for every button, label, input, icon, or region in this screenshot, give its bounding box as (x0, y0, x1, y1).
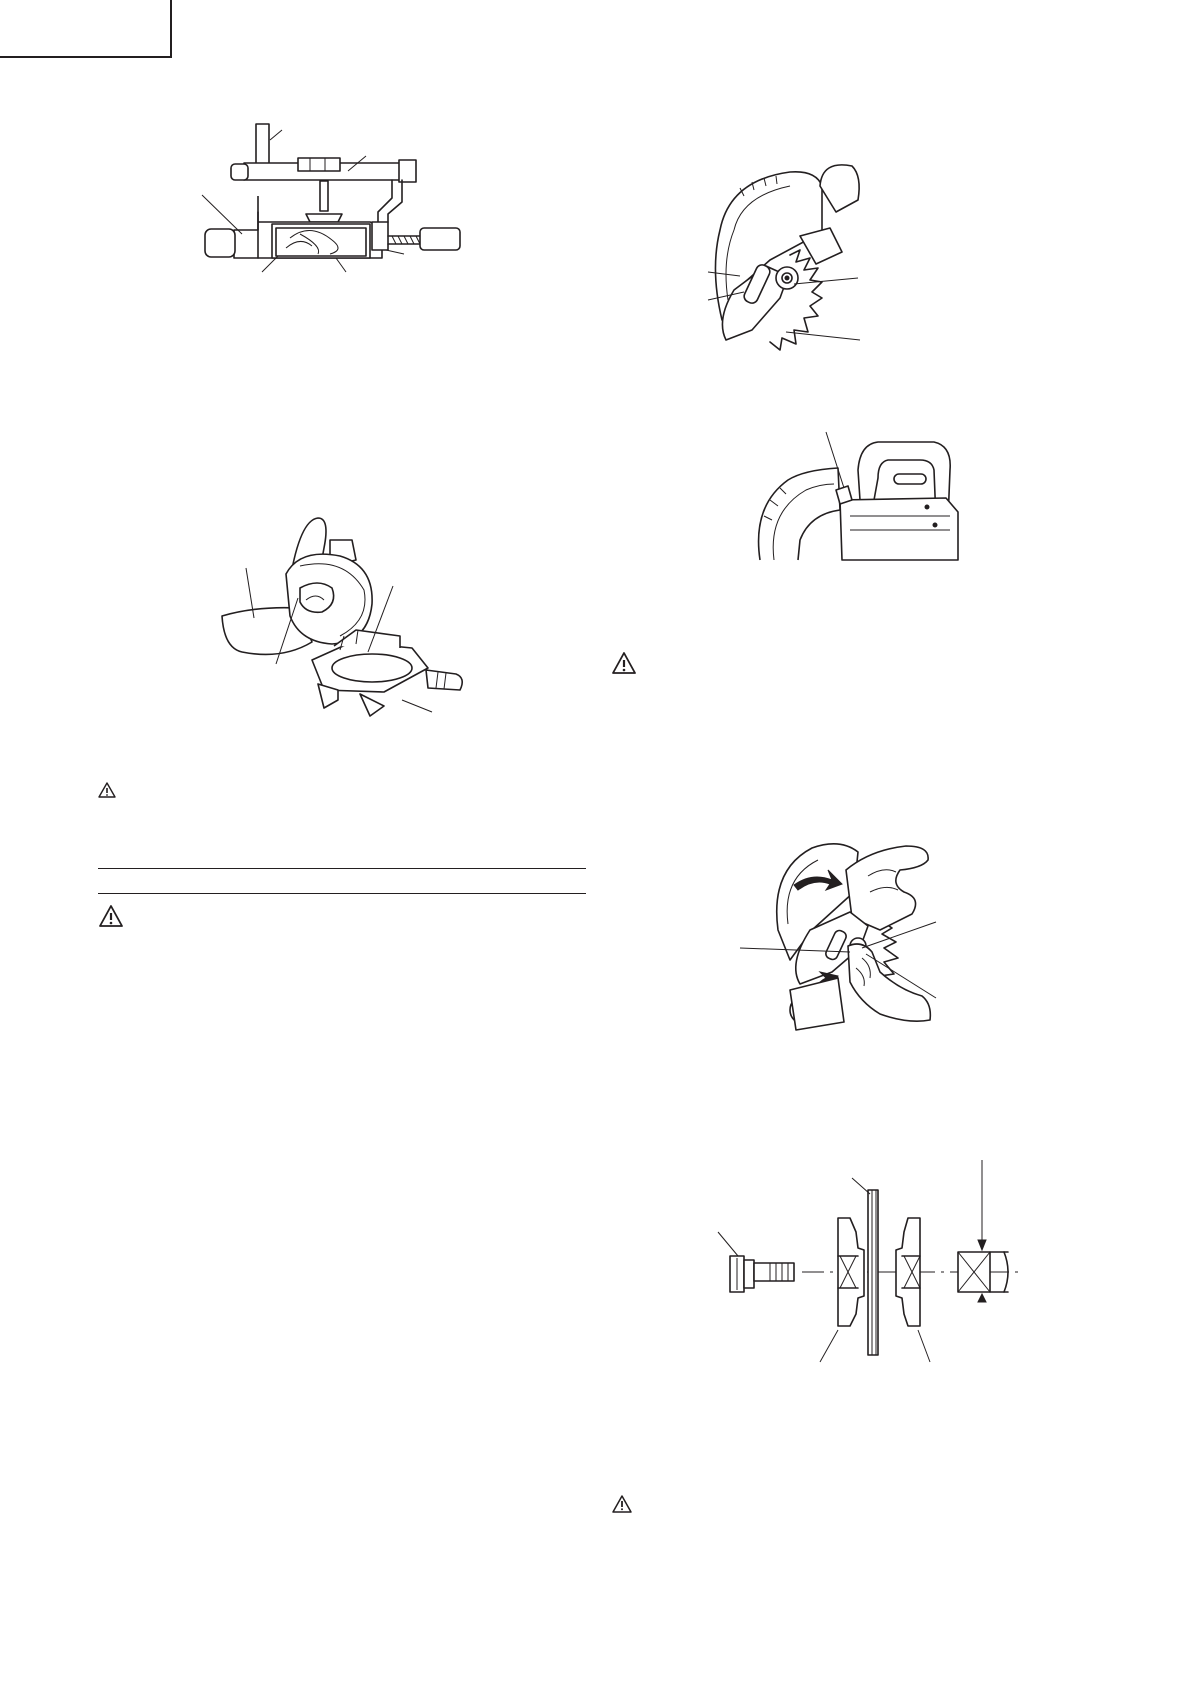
blade-washer-exploded-diagram (715, 1150, 1020, 1365)
miter-saw-dust-bag-illustration (215, 505, 490, 730)
saw-handle-latch-illustration (750, 430, 965, 565)
caution-triangle-icon (98, 782, 116, 798)
blade-guard-bolt-illustration (705, 160, 925, 370)
vise-clamp-illustration (190, 115, 470, 275)
caution-triangle-icon (98, 904, 124, 928)
section-rule-top (98, 868, 586, 869)
hands-lifting-guard-illustration (735, 835, 940, 1055)
caution-triangle-icon (611, 651, 637, 675)
page-tab-box (0, 0, 172, 58)
section-rule-bottom (98, 893, 586, 894)
caution-triangle-icon (612, 1495, 632, 1513)
